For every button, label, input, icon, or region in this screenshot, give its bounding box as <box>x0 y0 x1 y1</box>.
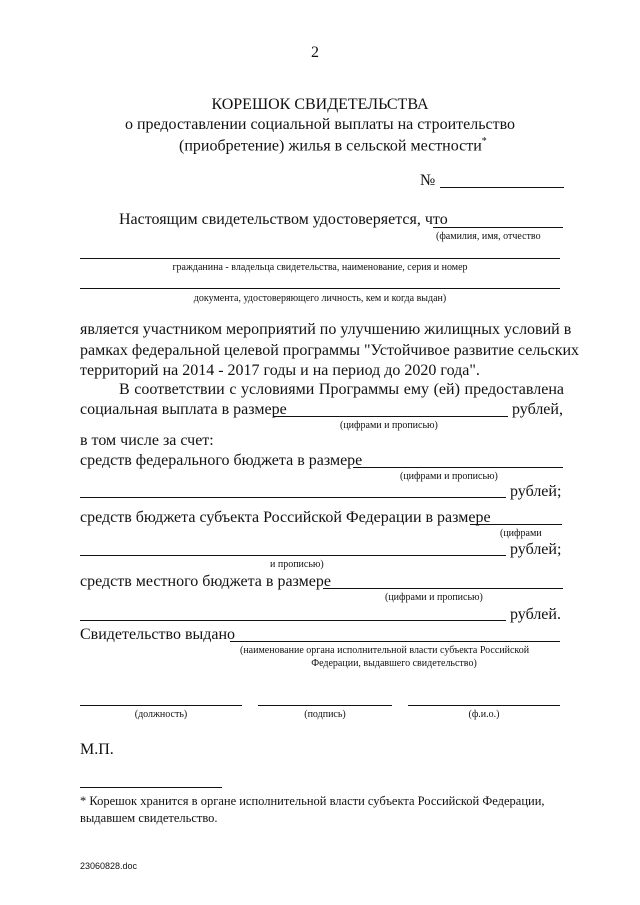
page-number: 2 <box>311 44 319 61</box>
position-field[interactable] <box>80 705 242 706</box>
participant-line2: рамках федеральной целевой программы "Устойчивое развитие сельских <box>80 342 580 359</box>
name-field[interactable] <box>408 705 560 706</box>
document-title: КОРЕШОК СВИДЕТЕЛЬСТВА <box>211 96 429 113</box>
hint-amount-federal: (цифрами и прописью) <box>400 471 498 482</box>
document-subtitle-line2 <box>179 136 487 155</box>
subject-amount-field[interactable] <box>470 524 562 525</box>
document-field[interactable] <box>80 288 560 289</box>
issued-authority-field[interactable] <box>230 641 560 642</box>
federal-amount-words-field[interactable] <box>80 497 506 498</box>
subtitle-line2-text: (приобретение) жилья в сельской местности <box>179 137 482 155</box>
hint-document: документа, удостоверяющего личность, кем и когда выдан) <box>193 293 447 304</box>
participant-line3: территорий на 2014 - 2017 годы и на период до 2020 года". <box>80 362 480 379</box>
file-name: 23060828.doc <box>80 861 138 871</box>
fio-field[interactable] <box>433 227 563 228</box>
federal-amount-field[interactable] <box>353 467 563 468</box>
hint-position: (должность) <box>134 709 188 720</box>
footnote-line1: * Корешок хранится в органе исполнительной власти субъекта Российской Федерации, <box>80 794 545 808</box>
footnote-separator <box>80 787 222 788</box>
payment-label: социальная выплата в размере <box>80 401 287 418</box>
hint-signature: (подпись) <box>304 709 346 720</box>
local-amount-words-field[interactable] <box>80 620 506 621</box>
payment-rubles: рублей, <box>512 401 563 418</box>
hint-amount: (цифрами и прописью) <box>340 420 438 431</box>
federal-label: средств федерального бюджета в размере <box>80 452 363 469</box>
hint-words: и прописью) <box>270 559 324 570</box>
footnote-asterisk: * <box>481 136 487 147</box>
including-label: в том числе за счет: <box>80 432 214 449</box>
hint-digits: (цифрами <box>500 528 542 539</box>
hint-authority-line2: Федерации, выдавшего свидетельство) <box>311 658 477 669</box>
hint-authority-line1: (наименование органа исполнительной власти субъекта Российской <box>240 645 530 656</box>
federal-rubles: рублей; <box>510 483 562 500</box>
local-amount-field[interactable] <box>323 588 563 589</box>
footnote-line2: выдавшем свидетельство. <box>80 811 218 825</box>
issued-label: Свидетельство выдано <box>80 626 236 643</box>
subject-amount-words-field[interactable] <box>80 555 506 556</box>
hint-amount-local: (цифрами и прописью) <box>385 592 483 603</box>
local-rubles: рублей. <box>510 606 561 623</box>
payment-amount-field[interactable] <box>274 416 508 417</box>
document-subtitle-line1: о предоставлении социальной выплаты на строительство <box>124 116 516 133</box>
stamp-place: М.П. <box>80 741 114 758</box>
signature-field[interactable] <box>258 705 392 706</box>
hint-citizen: гражданина - владельца свидетельства, наименование, серия и номер <box>172 262 468 273</box>
subject-rubles: рублей; <box>510 541 562 558</box>
citizen-field[interactable] <box>80 258 560 259</box>
number-label: № <box>420 172 436 189</box>
number-field[interactable] <box>440 187 564 188</box>
according-line: В соответствии с условиями Программы ему (ей) предоставлена <box>119 381 564 398</box>
subject-label: средств бюджета субъекта Российской Федерации в размере <box>80 509 491 526</box>
local-label: средств местного бюджета в размере <box>80 573 331 590</box>
certify-text: Настоящим свидетельством удостоверяется, что <box>119 211 448 228</box>
participant-line1: является участником мероприятий по улучшению жилищных условий в <box>80 321 572 338</box>
hint-fio: (фамилия, имя, отчество <box>436 231 541 242</box>
hint-name: (ф.и.о.) <box>468 709 500 720</box>
